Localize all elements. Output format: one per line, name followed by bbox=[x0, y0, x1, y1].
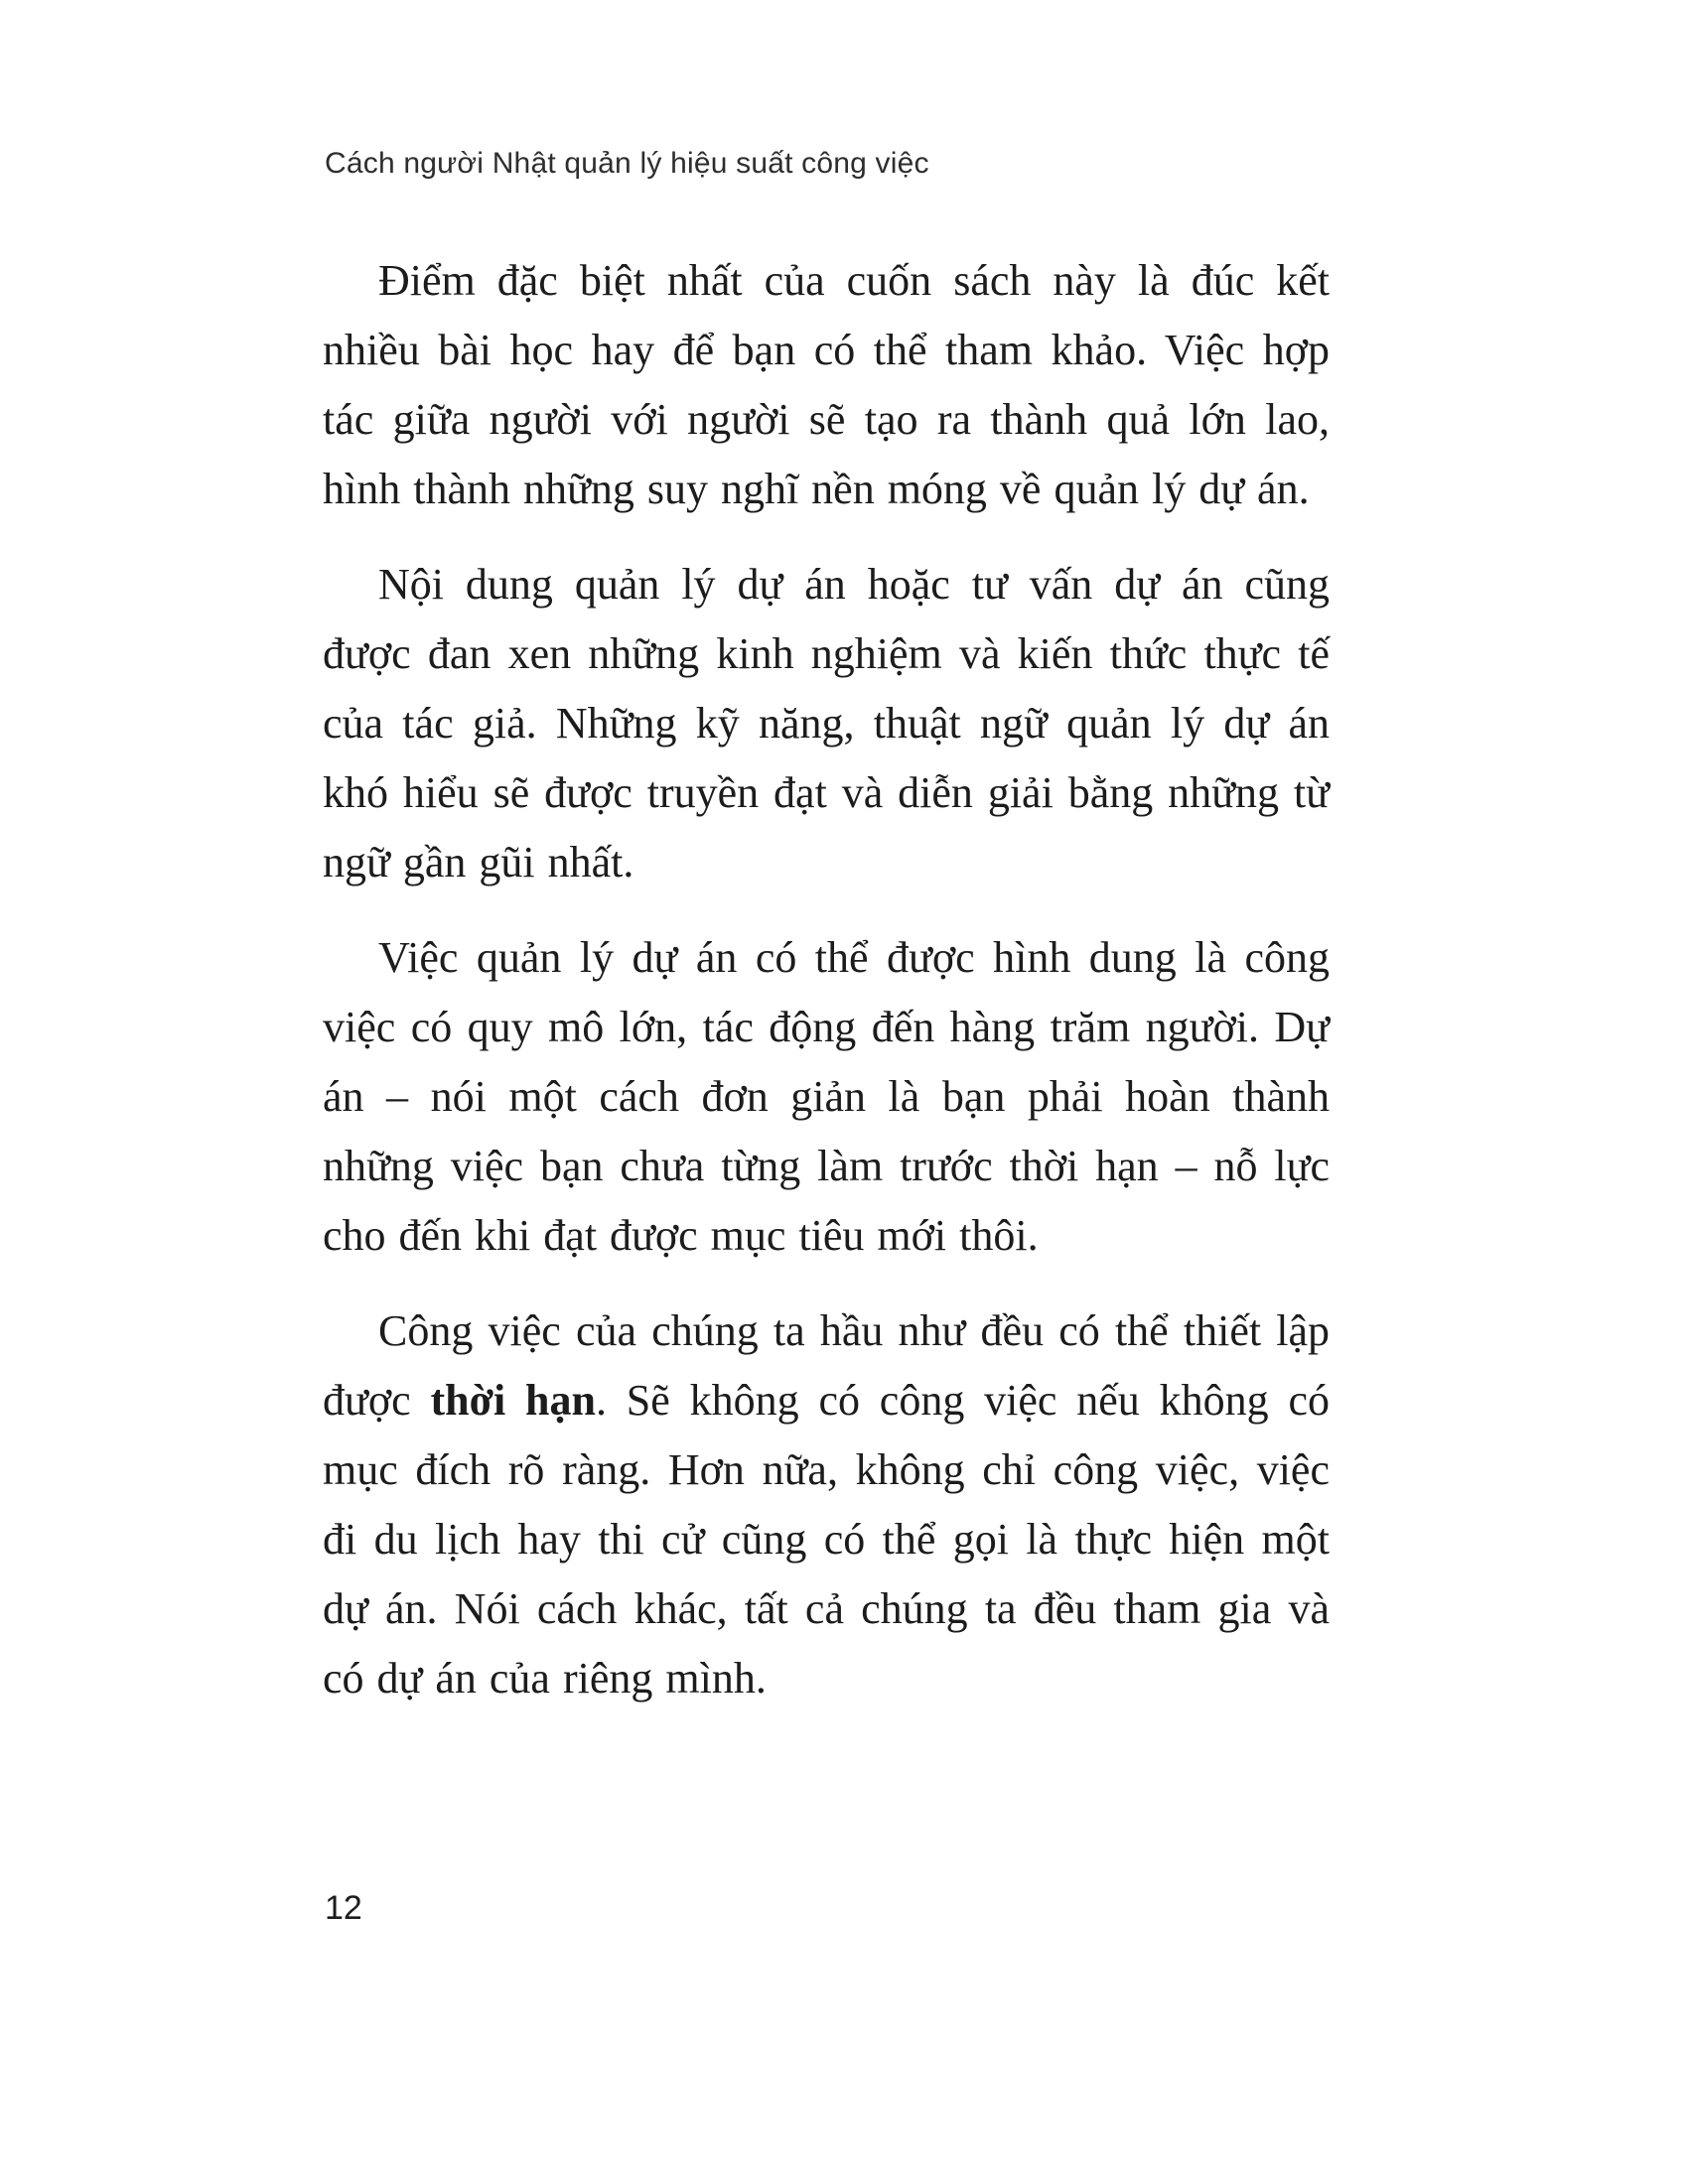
text-run: Công việc của chúng ta hầu như đều có thể thiết lập được bbox=[323, 1306, 1330, 1425]
paragraph bbox=[323, 1297, 1330, 1713]
paragraph bbox=[323, 550, 1330, 897]
emphasized-text: thời hạn bbox=[430, 1376, 596, 1425]
body-text bbox=[323, 246, 1330, 1739]
page-number: 12 bbox=[325, 1889, 362, 1927]
running-header: Cách người Nhật quản lý hiệu suất công việc bbox=[325, 147, 929, 180]
paragraph bbox=[323, 923, 1330, 1271]
paragraph bbox=[323, 246, 1330, 524]
text-run: Việc quản lý dự án có thể được hình dung là công việc có quy mô lớn, tác động đến hàng trăm người. Dự án – nói một cách đơn giản là bạn phải hoàn thành những việc bạn chưa từng làm trước thời hạn – nỗ lực cho đến khi đạt được mục tiêu mới thôi. bbox=[323, 933, 1330, 1260]
text-run: Nội dung quản lý dự án hoặc tư vấn dự án cũng được đan xen những kinh nghiệm và kiến thức thực tế của tác giả. Những kỹ năng, thuật ngữ quản lý dự án khó hiểu sẽ được truyền đạt và diễn giải bằng những từ ngữ gần gũi nhất. bbox=[323, 560, 1330, 887]
text-run: . Sẽ không có công việc nếu không có mục đích rõ ràng. Hơn nữa, không chỉ công việc, việc đi du lịch hay thi cử cũng có thể gọi là thực hiện một dự án. Nói cách khác, tất cả chúng ta đều tham gia và có dự án của riêng mình. bbox=[323, 1376, 1330, 1703]
text-run: Điểm đặc biệt nhất của cuốn sách này là đúc kết nhiều bài học hay để bạn có thể tham khảo. Việc hợp tác giữa người với người sẽ tạo ra thành quả lớn lao, hình thành những suy nghĩ nền móng về quản lý dự án. bbox=[323, 256, 1330, 513]
